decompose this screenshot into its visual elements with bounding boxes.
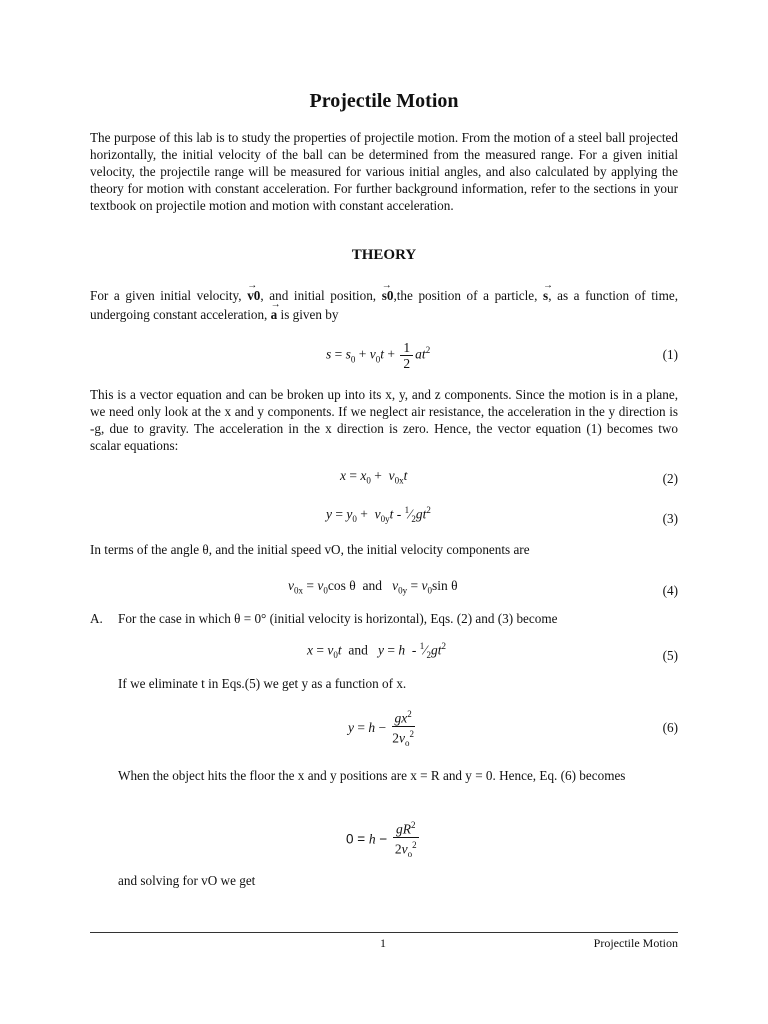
equation-7: 0 = h − $\frac{gR^2}{2v_o^2}$: [346, 820, 417, 859]
vector-s0: [382, 286, 394, 305]
vector-v0: [247, 286, 260, 305]
equation-number-3: (3): [662, 511, 678, 526]
paragraph-angle: In terms of the angle θ, and the initial speed vO, the initial velocity components are: [90, 542, 530, 557]
symbol-s: s: [543, 288, 549, 303]
equation-number-4: (4): [662, 583, 678, 598]
theory-text-a: For a given initial velocity,: [90, 288, 242, 303]
symbol-a: a: [270, 307, 278, 322]
page-number: 1: [380, 936, 386, 950]
theory-text-d: , as a function of time, undergoing constant acceleration,: [90, 288, 679, 322]
equation-1: $s = s_0 + v_0t$ + $\frac{1}{2}$ $at^2$: [326, 340, 431, 371]
theory-text-e: is given by: [280, 307, 339, 322]
item-a-label: A.: [90, 611, 103, 626]
equation-number-5: (5): [662, 648, 678, 663]
equation-5: $x = v_0t$ and $y = h - ^1⁄_2gt^2$: [307, 641, 447, 661]
theory-text-b: , and initial position,: [260, 288, 377, 303]
running-title: Projectile Motion: [593, 936, 678, 950]
equation-6: y = h − $\frac{gx^2}{2v_o^2}$: [348, 709, 414, 748]
theory-text-c: ,the position of a particle,: [393, 288, 538, 303]
vector-a: [271, 305, 278, 324]
intro-paragraph: The purpose of this lab is to study the properties of projectile motion. From the motion of a steel ball projected horizontally, the initial velocity of the ball can be determined from the measured range. For a given initial velocity, the projectile range will be measured for various initial angles, and also calculated by applying the theory for motion with constant acceleration. For further background information, refer to the sections in your textbook on projectile motion and motion with constant acceleration.: [90, 130, 678, 213]
theory-paragraph-1: [90, 286, 678, 324]
paragraph-solving: and solving for vO we get: [118, 873, 256, 888]
equation-number-2: (2): [662, 471, 678, 486]
vector-s: [543, 286, 548, 305]
footer-rule: [90, 932, 678, 933]
item-a-text: For the case in which θ = 0° (initial velocity is horizontal), Eqs. (2) and (3) become: [118, 611, 558, 626]
equation-3: $y = y_0 + v_{0y}t$ - $^1⁄_2gt^2$: [326, 505, 431, 525]
paragraph-components: This is a vector equation and can be broken up into its x, y, and z components. Since the motion is in a plane, we need only look at the x and y components. If we neglect air resistance, the acceleration in the y direction is -g, due to gravity. The acceleration in the x direction is zero. Hence, the vector equation (1) becomes two scalar equations:: [90, 387, 678, 453]
symbol-s0: s0: [381, 288, 394, 303]
symbol-v0: v0: [247, 288, 261, 303]
page-title: Projectile Motion: [309, 90, 459, 112]
equation-number-1: (1): [662, 347, 678, 362]
equation-4: $v_{0x} = v_0\cos$ θ and $v_{0y} = v_0\sin$ θ: [288, 578, 458, 596]
equation-2: $x = x_0 + v_{0x}t$: [340, 468, 408, 486]
paragraph-eliminate: If we eliminate t in Eqs.(5) we get y as a function of x.: [118, 676, 407, 691]
theory-heading: THEORY: [351, 247, 417, 263]
equation-number-6: (6): [662, 720, 678, 735]
paragraph-floor: When the object hits the floor the x and y positions are x = R and y = 0. Hence, Eq. (6) becomes: [118, 768, 626, 783]
